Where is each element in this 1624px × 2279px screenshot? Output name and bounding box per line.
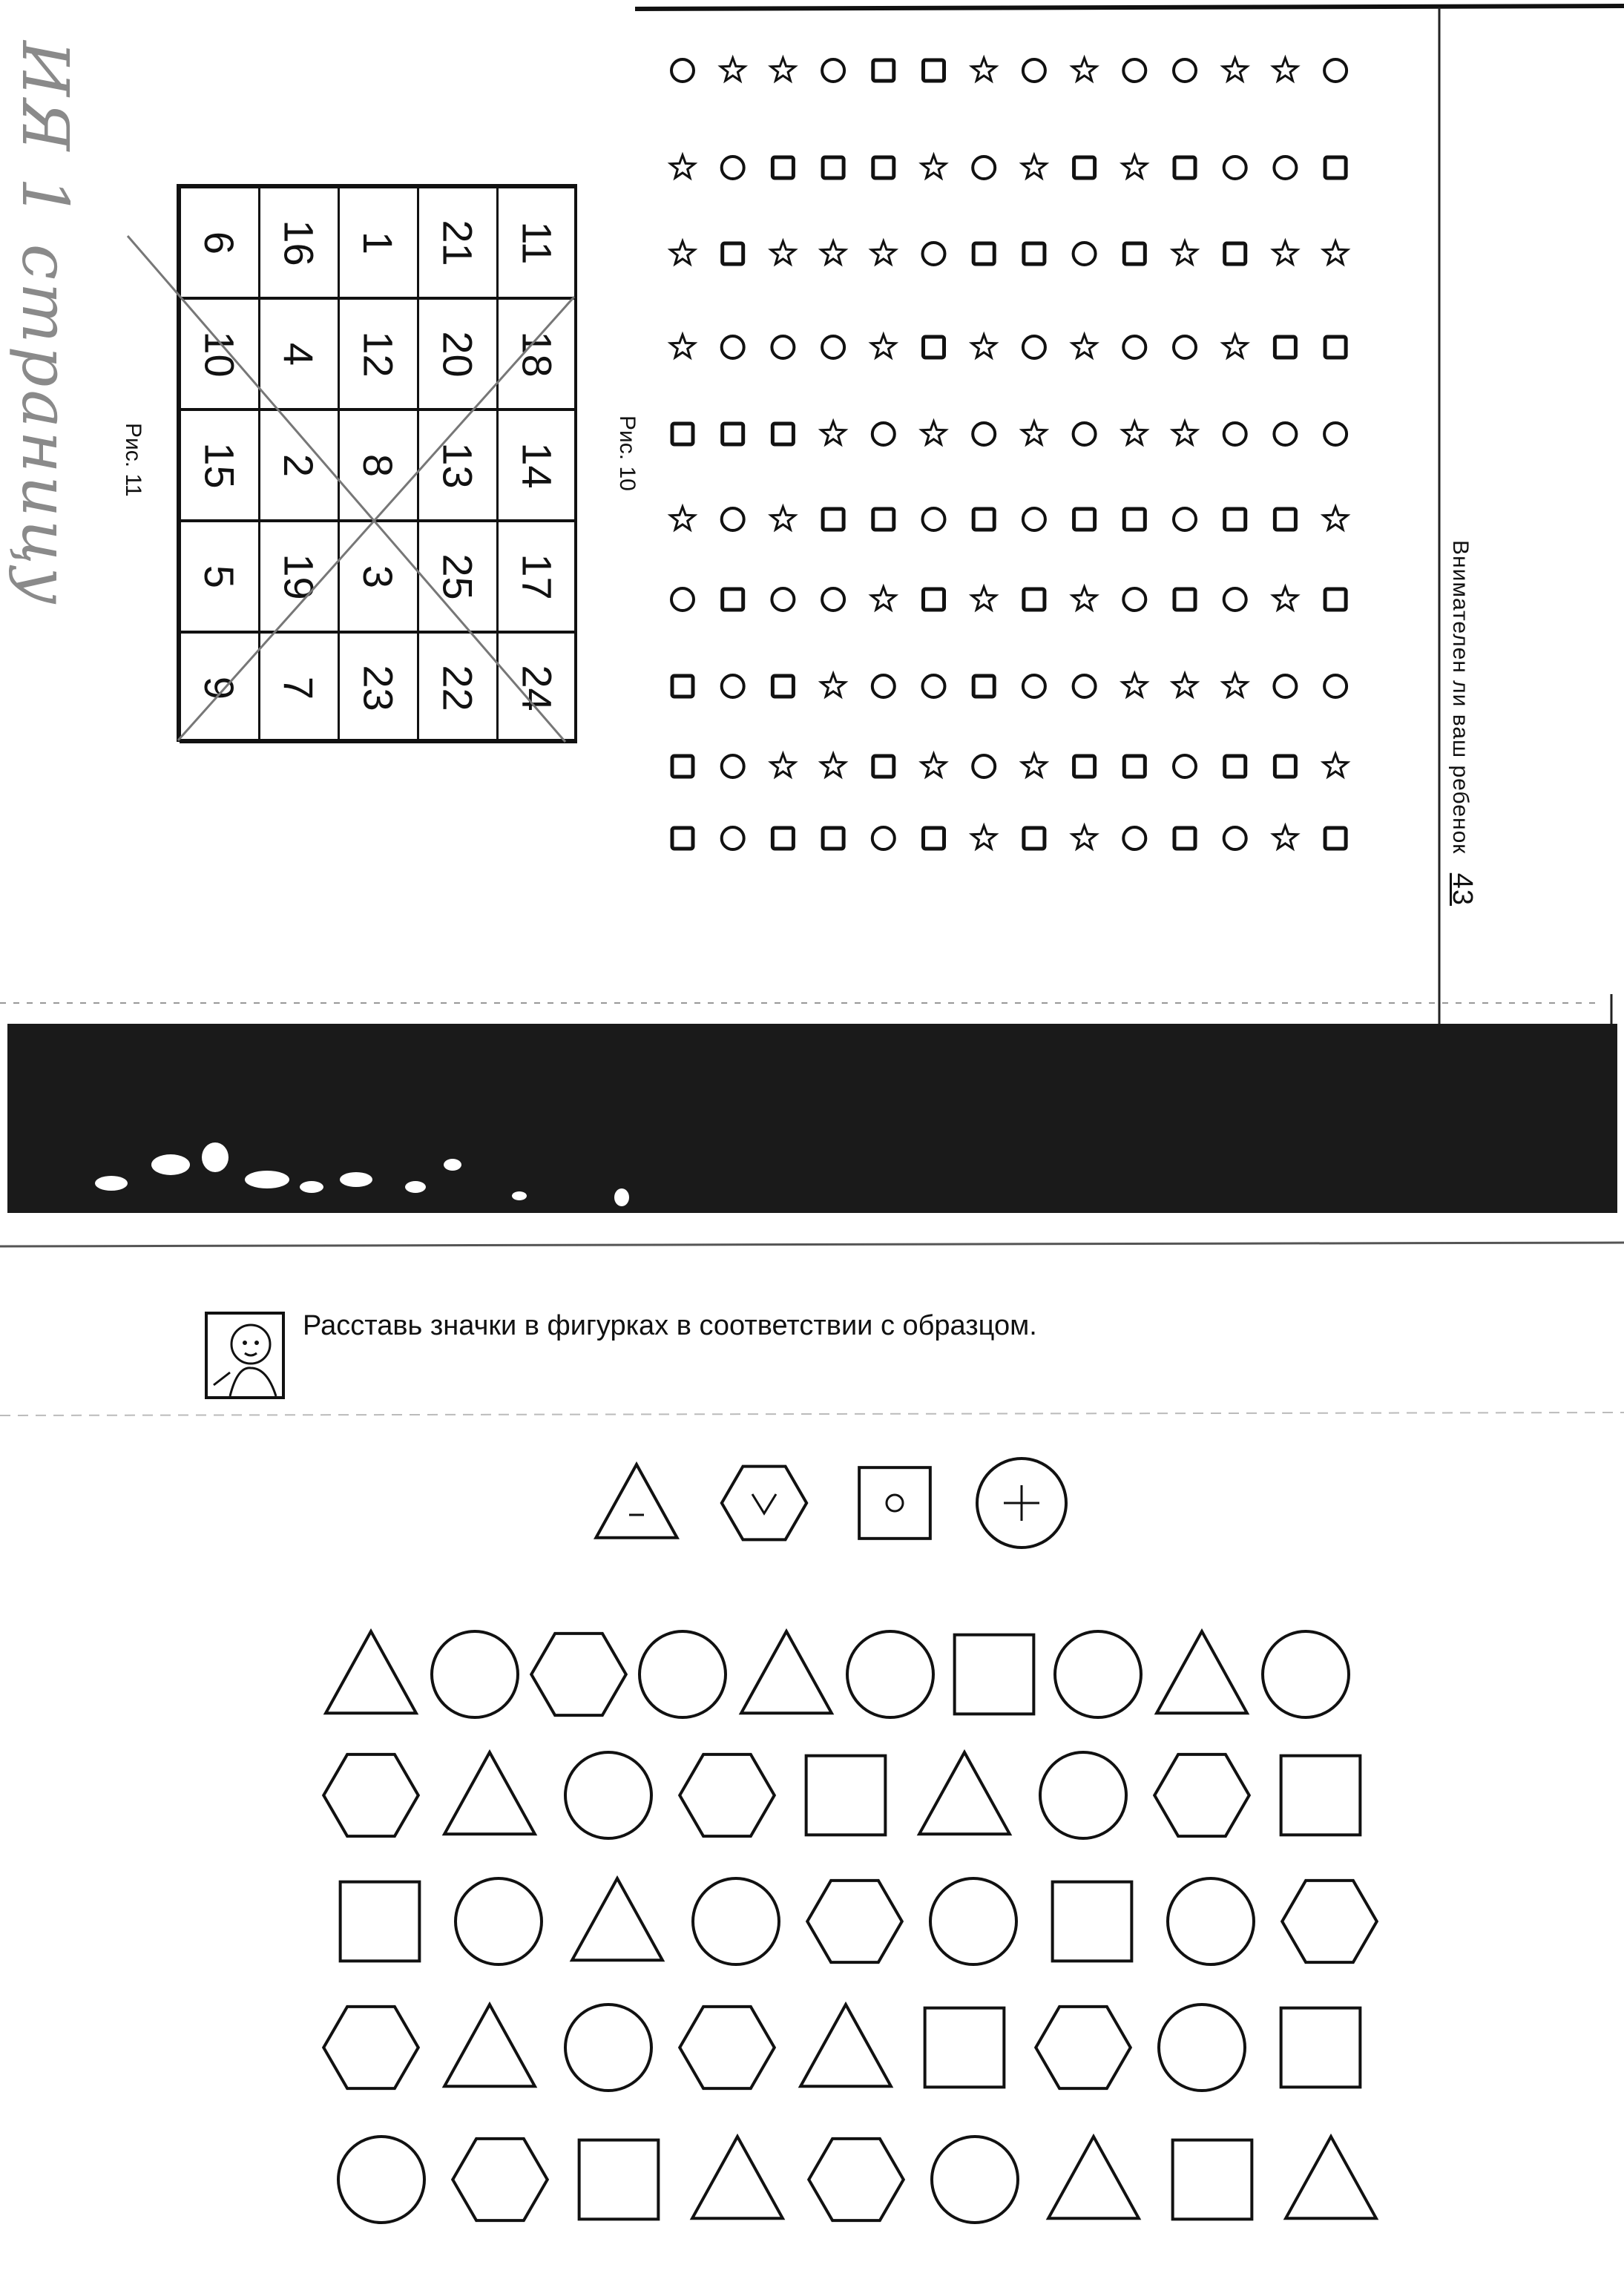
row4-circle[interactable] xyxy=(1159,2005,1245,2091)
row5-circle[interactable] xyxy=(338,2137,424,2223)
row1-hexagon[interactable] xyxy=(531,1634,626,1715)
row1-triangle[interactable] xyxy=(1157,1631,1247,1713)
row1-triangle[interactable] xyxy=(326,1631,416,1713)
row5-square[interactable] xyxy=(579,2140,659,2220)
schulte-number: 2 xyxy=(275,453,323,477)
row1-circle[interactable] xyxy=(847,1631,933,1717)
schulte-number: 7 xyxy=(275,676,323,700)
row1-triangle[interactable] xyxy=(741,1631,832,1713)
schulte-number: 10 xyxy=(196,330,243,378)
row5-triangle[interactable] xyxy=(1286,2137,1376,2218)
running-head-title: Внимателен ли ваш ребенок xyxy=(1448,540,1473,855)
row1-circle[interactable] xyxy=(1263,1631,1349,1717)
task-instruction: Расставь значки в фигурках в соответствии с образцом. xyxy=(303,1310,1037,1341)
row3-hexagon[interactable] xyxy=(1282,1881,1377,1962)
schulte-number: 22 xyxy=(434,664,481,711)
figure11-caption: Рис. 11 xyxy=(121,423,145,497)
handwritten-note: ИЯ 1 страницу xyxy=(7,41,82,608)
schulte-number: 15 xyxy=(196,441,243,489)
schulte-number: 6 xyxy=(196,231,243,254)
row2-square[interactable] xyxy=(806,1756,886,1835)
schulte-number: 9 xyxy=(196,676,243,700)
schulte-number: 20 xyxy=(434,330,481,378)
row2-hexagon[interactable] xyxy=(1154,1755,1249,1836)
schulte-number: 12 xyxy=(355,330,402,378)
row4-square[interactable] xyxy=(1281,2008,1361,2088)
schulte-number: 16 xyxy=(275,219,323,266)
row3-hexagon[interactable] xyxy=(807,1881,902,1962)
row5-circle[interactable] xyxy=(932,2137,1018,2223)
schulte-number: 24 xyxy=(513,664,561,711)
row1-circle[interactable] xyxy=(640,1631,726,1717)
row5-square[interactable] xyxy=(1173,2140,1252,2220)
schulte-number: 21 xyxy=(434,219,481,266)
schulte-number: 11 xyxy=(513,220,561,265)
row4-triangle[interactable] xyxy=(801,2005,891,2086)
row2-triangle[interactable] xyxy=(444,1752,535,1834)
row1-circle[interactable] xyxy=(1055,1631,1141,1717)
row4-hexagon[interactable] xyxy=(1036,2007,1131,2088)
schulte-number: 3 xyxy=(355,565,402,588)
row2-square[interactable] xyxy=(1281,1756,1361,1835)
row3-circle[interactable] xyxy=(1168,1878,1254,1964)
row3-circle[interactable] xyxy=(930,1878,1016,1964)
row2-triangle[interactable] xyxy=(919,1752,1010,1834)
row5-hexagon[interactable] xyxy=(809,2139,904,2220)
figure10-caption: Рис. 10 xyxy=(615,415,640,491)
row2-hexagon[interactable] xyxy=(323,1755,418,1836)
row3-triangle[interactable] xyxy=(572,1878,663,1960)
row4-circle[interactable] xyxy=(565,2005,651,2091)
row3-square[interactable] xyxy=(1053,1882,1132,1961)
row2-circle[interactable] xyxy=(565,1752,651,1838)
schulte-number: 18 xyxy=(513,330,561,378)
row5-triangle[interactable] xyxy=(692,2137,783,2218)
row3-square[interactable] xyxy=(341,1882,420,1961)
row2-hexagon[interactable] xyxy=(680,1755,775,1836)
schulte-number: 14 xyxy=(513,441,561,489)
schulte-number: 4 xyxy=(275,342,323,366)
row1-square[interactable] xyxy=(955,1635,1034,1714)
schulte-number: 5 xyxy=(196,565,243,588)
schulte-number: 17 xyxy=(513,553,561,600)
row4-hexagon[interactable] xyxy=(680,2007,775,2088)
row4-triangle[interactable] xyxy=(444,2005,535,2086)
schulte-number: 13 xyxy=(434,441,481,489)
page-number: 43 xyxy=(1447,872,1478,907)
schulte-number: 8 xyxy=(355,453,402,477)
row4-square[interactable] xyxy=(925,2008,1005,2088)
row1-circle[interactable] xyxy=(432,1631,518,1717)
row5-triangle[interactable] xyxy=(1048,2137,1139,2218)
row5-hexagon[interactable] xyxy=(453,2139,548,2220)
schulte-number: 19 xyxy=(275,553,323,600)
row4-hexagon[interactable] xyxy=(323,2007,418,2088)
schulte-number: 1 xyxy=(355,231,402,254)
row2-circle[interactable] xyxy=(1040,1752,1126,1838)
schulte-number: 25 xyxy=(434,553,481,600)
row3-circle[interactable] xyxy=(456,1878,542,1964)
schulte-number: 23 xyxy=(355,664,402,711)
row3-circle[interactable] xyxy=(693,1878,779,1964)
